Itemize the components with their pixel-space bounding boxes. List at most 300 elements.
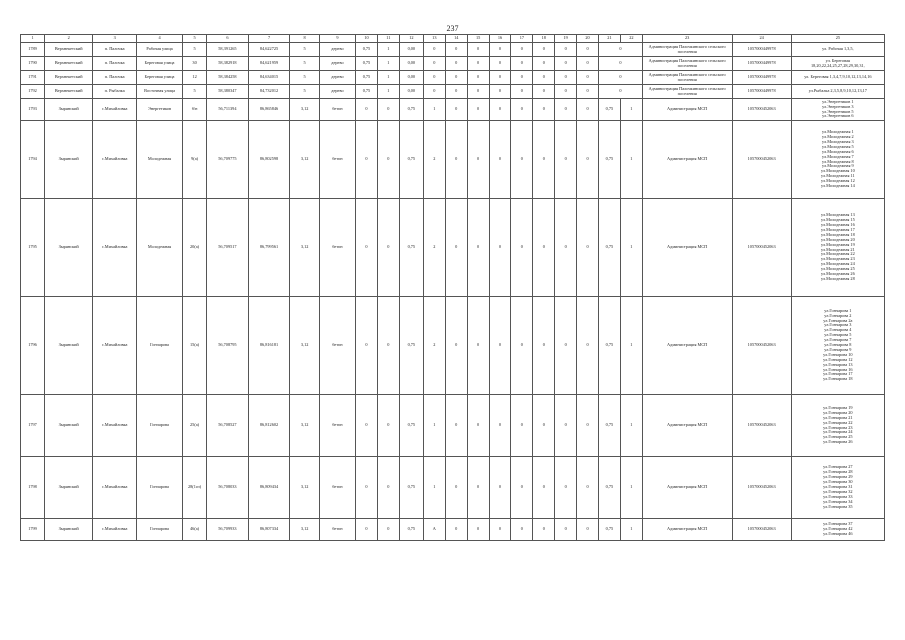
table-cell: Администрация МСП xyxy=(642,297,732,395)
table-cell: 0 xyxy=(599,85,643,99)
table-cell: Гончарова xyxy=(137,395,183,457)
table-cell: 0,75 xyxy=(399,199,423,297)
table-cell: 3,12 xyxy=(290,457,320,519)
table-cell: 0 xyxy=(377,99,399,121)
address-line: ул.Молодежная 9 xyxy=(822,163,854,169)
table-cell: 1790 xyxy=(21,57,45,71)
table-cell: 0,75 xyxy=(599,199,621,297)
table-cell: 0 xyxy=(489,519,511,541)
table-cell: 1792 xyxy=(21,85,45,99)
column-number: 13 xyxy=(423,35,445,43)
table-cell: 58,380347 xyxy=(207,85,249,99)
table-cell: 0 xyxy=(445,457,467,519)
table-cell: 1 xyxy=(377,43,399,57)
address-line: ул.Гончарова 37 xyxy=(823,521,853,527)
table-cell: 0 xyxy=(577,457,599,519)
address-line: ул.Молодежная 13 xyxy=(820,212,855,218)
address-cell xyxy=(791,519,884,541)
table-cell: 9(а) xyxy=(183,121,207,199)
address-line: ул.Молодежная 8 xyxy=(822,158,854,164)
address-cell xyxy=(791,121,884,199)
table-cell: 0 xyxy=(445,395,467,457)
table-cell: 0 xyxy=(533,85,555,99)
address-line: ул.Молодежная 3 xyxy=(822,138,854,144)
address-line: ул.Молодежная 18 xyxy=(820,231,855,237)
table-cell: 0,75 xyxy=(399,519,423,541)
table-cell: 0 xyxy=(511,57,533,71)
address-line: 18,20,22,24,25,27,28,29,30,31, xyxy=(810,62,865,68)
table-cell: 0 xyxy=(489,99,511,121)
table-cell: 1 xyxy=(377,85,399,99)
address-line: ул.Гончарова 19 xyxy=(823,404,853,410)
address-line: ул.Молодежная 11 xyxy=(821,173,855,179)
column-number: 14 xyxy=(445,35,467,43)
table-cell: 0 xyxy=(555,395,577,457)
table-cell: 0,00 xyxy=(399,43,423,57)
table-cell: 5 xyxy=(290,57,320,71)
table-cell: 84,732012 xyxy=(248,85,290,99)
table-cell: 0,00 xyxy=(399,71,423,85)
table-cell: 0 xyxy=(356,519,378,541)
address-line: ул.Молодежная 7 xyxy=(822,153,854,159)
table-cell: 0 xyxy=(489,71,511,85)
table-cell: Энергетиков xyxy=(137,99,183,121)
table-cell: 86,799561 xyxy=(248,199,290,297)
table-cell: 0 xyxy=(599,57,643,71)
table-cell: 1794 xyxy=(21,121,45,199)
table-cell: 0 xyxy=(577,85,599,99)
table-row xyxy=(21,99,885,121)
table-cell: 0 xyxy=(423,57,445,71)
address-line: ул.Гончарова 24 xyxy=(823,429,853,435)
column-number: 9 xyxy=(319,35,355,43)
table-row xyxy=(21,71,885,85)
address-line: ул.Гончарова 2а xyxy=(823,317,853,323)
column-number: 6 xyxy=(207,35,249,43)
table-cell: 58,382918 xyxy=(207,57,249,71)
table-cell: 1795 xyxy=(21,199,45,297)
address-line: ул.Энергетиков 5 xyxy=(822,108,854,114)
address-line: ул.Гончарова 21 xyxy=(823,414,853,420)
address-line: ул.Гончарова 10 xyxy=(823,351,853,357)
table-cell: бетон xyxy=(319,297,355,395)
column-number: 23 xyxy=(642,35,732,43)
table-cell: 0 xyxy=(377,457,399,519)
table-cell: 0 xyxy=(577,99,599,121)
column-number: 21 xyxy=(599,35,621,43)
table-cell: 0 xyxy=(555,199,577,297)
address-line: ул.Молодежная 28 xyxy=(820,275,855,281)
address-line: ул. Береговая 1,3,4,7,9,10,12,13,14,16 xyxy=(804,74,872,80)
table-cell: 0 xyxy=(377,199,399,297)
table-cell: 1 xyxy=(620,457,642,519)
table-cell: 0,75 xyxy=(356,85,378,99)
table-cell: Зырянский xyxy=(45,297,93,395)
table-cell: 3,12 xyxy=(290,395,320,457)
table-cell: Зырянский xyxy=(45,199,93,297)
table-cell: 0 xyxy=(467,297,489,395)
table-cell: 56,708795 xyxy=(207,297,249,395)
table-cell: 0 xyxy=(555,85,577,99)
table-cell: 0 xyxy=(445,99,467,121)
table-cell: 0,75 xyxy=(599,395,621,457)
table-cell: Администрация МСП xyxy=(642,99,732,121)
table-cell: 30 xyxy=(183,57,207,71)
table-cell: Верхнекетский xyxy=(45,71,93,85)
table-cell: 84,634015 xyxy=(248,71,290,85)
table-cell: 0 xyxy=(489,43,511,57)
table-cell: 15(а) xyxy=(183,297,207,395)
address-line: ул.Молодежная 14 xyxy=(820,183,855,189)
table-cell: 0 xyxy=(445,519,467,541)
table-cell: 0 xyxy=(577,519,599,541)
column-number: 24 xyxy=(732,35,791,43)
address-line: ул.Гончарова 5 xyxy=(824,332,852,338)
address-line: ул.Гончарова 17 xyxy=(823,371,853,377)
table-cell: 1057000452063 xyxy=(732,519,791,541)
table-cell: Зырянский xyxy=(45,99,93,121)
table-cell: 0 xyxy=(533,297,555,395)
table-cell: 0 xyxy=(467,457,489,519)
table-cell: 0 xyxy=(577,43,599,57)
table-cell: 0,75 xyxy=(399,395,423,457)
address-cell xyxy=(791,395,884,457)
table-cell: с.Михайловка xyxy=(93,395,137,457)
table-cell: 0 xyxy=(511,71,533,85)
address-cell xyxy=(791,297,884,395)
address-line: ул.Молодежная 1 xyxy=(822,129,854,135)
table-cell: 0 xyxy=(555,121,577,199)
address-line: ул.Молодежная 26 xyxy=(820,271,855,277)
table-cell: 0 xyxy=(533,43,555,57)
column-number: 12 xyxy=(399,35,423,43)
table-cell: 0 xyxy=(511,121,533,199)
table-cell: 0 xyxy=(533,121,555,199)
table-cell: 0 xyxy=(467,199,489,297)
table-row xyxy=(21,43,885,57)
table-cell: п. Палочка xyxy=(93,57,137,71)
table-cell: Администрация МСП xyxy=(642,395,732,457)
column-number: 17 xyxy=(511,35,533,43)
address-line: ул.Молодежная 16 xyxy=(820,221,855,227)
table-cell: 25(а) xyxy=(183,395,207,457)
table-row xyxy=(21,85,885,99)
table-cell: 1 xyxy=(620,199,642,297)
table-cell: 5 xyxy=(290,71,320,85)
table-cell: дерево xyxy=(319,57,355,71)
table-cell: 20(а) xyxy=(183,199,207,297)
table-cell: с.Михайловка xyxy=(93,199,137,297)
table-cell: 0 xyxy=(445,297,467,395)
table-cell: 1057000452063 xyxy=(732,199,791,297)
column-number: 20 xyxy=(577,35,599,43)
table-cell: 0,75 xyxy=(399,457,423,519)
address-line: ул.Гончарова 3 xyxy=(824,322,852,328)
table-cell: A xyxy=(423,519,445,541)
column-number: 22 xyxy=(620,35,642,43)
address-line: ул.Молодежная 6 xyxy=(822,148,854,154)
table-cell: Зырянский xyxy=(45,395,93,457)
table-cell: 0 xyxy=(533,99,555,121)
table-cell: 0 xyxy=(467,85,489,99)
table-cell: Зырянский xyxy=(45,121,93,199)
table-cell: 56,711394 xyxy=(207,99,249,121)
table-cell: Молодежная xyxy=(137,121,183,199)
table-cell: 0 xyxy=(377,395,399,457)
address-line: ул.Молодежная 10 xyxy=(820,168,855,174)
table-cell: 0 xyxy=(555,297,577,395)
registry-table xyxy=(20,34,885,541)
table-row xyxy=(21,519,885,541)
table-cell: 0 xyxy=(555,71,577,85)
table-cell: 56,709517 xyxy=(207,199,249,297)
table-cell: 1057000452063 xyxy=(732,395,791,457)
table-cell: 0,75 xyxy=(356,71,378,85)
table-cell: 1057000452063 xyxy=(732,457,791,519)
address-line: ул.Гончарова 27 xyxy=(823,464,853,470)
table-cell: бетон xyxy=(319,519,355,541)
table-cell: 0 xyxy=(423,43,445,57)
table-cell: 0 xyxy=(467,43,489,57)
table-cell: 0 xyxy=(511,199,533,297)
address-line: ул.Гончарова 34 xyxy=(823,498,853,504)
address-line: ул.Гончарова 1 xyxy=(824,307,852,313)
column-number: 15 xyxy=(467,35,489,43)
table-cell: Восточная улица xyxy=(137,85,183,99)
table-cell: бетон xyxy=(319,395,355,457)
address-line: ул.Молодежная 12 xyxy=(820,178,855,184)
address-line: ул.Гончарова 9 xyxy=(824,346,852,352)
table-cell: с.Михайловка xyxy=(93,99,137,121)
table-cell: 5 xyxy=(183,43,207,57)
column-number: 8 xyxy=(290,35,320,43)
table-cell: Береговая улица xyxy=(137,57,183,71)
table-row xyxy=(21,199,885,297)
address-line: ул.Гончарова 7 xyxy=(824,337,852,343)
table-cell: 5 xyxy=(290,43,320,57)
address-line: ул.Энергетиков 3 xyxy=(822,103,854,109)
table-cell: 0 xyxy=(533,457,555,519)
table-cell: 5 xyxy=(183,85,207,99)
table-cell: 0 xyxy=(555,43,577,57)
table-cell: 0,75 xyxy=(399,121,423,199)
table-cell: 0 xyxy=(511,519,533,541)
table-cell: 0,75 xyxy=(356,43,378,57)
address-line: ул.Гончарова 16 xyxy=(823,366,853,372)
table-cell: 0 xyxy=(577,57,599,71)
column-number: 2 xyxy=(45,35,93,43)
address-line: ул.Гончарова 12 xyxy=(823,356,853,362)
table-cell: 0 xyxy=(555,519,577,541)
table-cell: Гончарова xyxy=(137,519,183,541)
table-cell: 0 xyxy=(445,121,467,199)
table-cell: 1057000449978 xyxy=(732,71,791,85)
table-cell: 12 xyxy=(183,71,207,85)
table-cell: 1789 xyxy=(21,43,45,57)
table-cell: дерево xyxy=(319,43,355,57)
table-cell: 1799 xyxy=(21,519,45,541)
table-cell: 0 xyxy=(511,85,533,99)
address-line: ул.Гончарова 35 xyxy=(823,503,853,509)
table-cell: 1057000452063 xyxy=(732,121,791,199)
address-line: ул.Гончарова 13 xyxy=(823,361,853,367)
table-row xyxy=(21,457,885,519)
table-cell: 0 xyxy=(489,199,511,297)
table-cell: 0 xyxy=(445,71,467,85)
column-number: 19 xyxy=(555,35,577,43)
table-cell: 1 xyxy=(423,457,445,519)
address-line: ул.Молодежная 5 xyxy=(822,143,854,149)
table-cell: 0 xyxy=(599,43,643,57)
table-cell: 0,75 xyxy=(599,519,621,541)
table-cell: 0 xyxy=(533,519,555,541)
table-cell: 0 xyxy=(555,457,577,519)
table-cell: 0 xyxy=(467,519,489,541)
address-line: ул.Молодежная 19 xyxy=(820,241,855,247)
address-line: ул.Молодежная 2 xyxy=(822,133,854,139)
table-row xyxy=(21,297,885,395)
table-cell: 0 xyxy=(445,43,467,57)
table-cell: 1791 xyxy=(21,71,45,85)
address-line: ул.Гончарова 18 xyxy=(823,376,853,382)
table-cell: 0 xyxy=(445,199,467,297)
table-cell: Администрация МСП xyxy=(642,457,732,519)
address-line: ул.Гончарова 28 xyxy=(823,469,853,475)
table-cell: 86,812602 xyxy=(248,395,290,457)
table-cell: 56,709933 xyxy=(207,519,249,541)
table-cell: 56,708033 xyxy=(207,457,249,519)
table-cell: 5 xyxy=(290,85,320,99)
table-cell: 3,12 xyxy=(290,519,320,541)
table-cell: 1 xyxy=(620,297,642,395)
address-line: ул.Гончарова 25 xyxy=(823,434,853,440)
address-line: ул.Гончарова 46 xyxy=(823,530,853,536)
table-cell: 0,75 xyxy=(356,57,378,71)
table-cell: Администрация Палочкинского сельского поселения xyxy=(642,57,732,71)
table-cell: 0 xyxy=(467,57,489,71)
column-number: 11 xyxy=(377,35,399,43)
table-cell: 56,709775 xyxy=(207,121,249,199)
table-cell: 1057000449978 xyxy=(732,57,791,71)
address-cell xyxy=(791,99,884,121)
column-number: 7 xyxy=(248,35,290,43)
table-row xyxy=(21,395,885,457)
table-cell: 0 xyxy=(577,121,599,199)
column-number: 16 xyxy=(489,35,511,43)
table-cell: 0 xyxy=(489,57,511,71)
table-cell: Администрация Палочкинского сельского поселения xyxy=(642,43,732,57)
table-cell: 0 xyxy=(511,457,533,519)
table-cell: 1 xyxy=(423,99,445,121)
address-cell xyxy=(791,43,884,57)
column-number: 10 xyxy=(356,35,378,43)
table-cell: Администрация Палочкинского сельского поселения xyxy=(642,85,732,99)
table-cell: 0 xyxy=(445,85,467,99)
table-cell: 2 xyxy=(423,297,445,395)
table-cell: 1 xyxy=(620,519,642,541)
table-cell: 0 xyxy=(577,199,599,297)
table-cell: 3,12 xyxy=(290,297,320,395)
table-cell: 2 xyxy=(423,199,445,297)
table-cell: 1796 xyxy=(21,297,45,395)
address-line: ул.Гончарова 23 xyxy=(823,424,853,430)
table-cell: 58,384258 xyxy=(207,71,249,85)
table-cell: 3,12 xyxy=(290,99,320,121)
table-cell: 0 xyxy=(489,85,511,99)
table-cell: бетон xyxy=(319,99,355,121)
table-cell: 2 xyxy=(423,121,445,199)
table-cell: 1 xyxy=(423,395,445,457)
table-cell: 0 xyxy=(533,199,555,297)
table-cell: 1 xyxy=(377,57,399,71)
address-line: ул.Молодежная 24 xyxy=(820,261,855,267)
address-line: ул.Энергетиков 1 xyxy=(822,98,854,104)
column-number: 3 xyxy=(93,35,137,43)
table-cell: 1 xyxy=(620,99,642,121)
table-cell: 84,621959 xyxy=(248,57,290,71)
table-cell: 1057000452063 xyxy=(732,297,791,395)
table-cell: Верхнекетский xyxy=(45,85,93,99)
table-cell: 1 xyxy=(377,71,399,85)
address-line: ул.Энергетиков 6 xyxy=(822,113,854,119)
column-number: 5 xyxy=(183,35,207,43)
table-cell: 0 xyxy=(489,297,511,395)
table-cell: 0 xyxy=(533,71,555,85)
table-cell: 0 xyxy=(377,121,399,199)
address-line: ул.Гончарова 20 xyxy=(823,409,853,415)
table-cell: 86,809434 xyxy=(248,457,290,519)
table-cell: 86,816181 xyxy=(248,297,290,395)
table-cell: 0 xyxy=(356,199,378,297)
table-cell: 0 xyxy=(489,121,511,199)
address-cell xyxy=(791,457,884,519)
table-cell: 0,75 xyxy=(599,99,621,121)
table-cell: 0 xyxy=(511,297,533,395)
address-line: ул.Гончарова 22 xyxy=(823,419,853,425)
table-cell: бетон xyxy=(319,199,355,297)
address-line: ул.Гончарова 26 xyxy=(823,439,853,445)
table-cell: 0 xyxy=(356,395,378,457)
table-cell: 0 xyxy=(511,43,533,57)
table-cell: 0,75 xyxy=(399,297,423,395)
header-row xyxy=(21,35,885,43)
table-cell: 0 xyxy=(467,71,489,85)
table-cell: 0 xyxy=(555,57,577,71)
table-cell: бетон xyxy=(319,121,355,199)
table-cell: 28(1оз) xyxy=(183,457,207,519)
table-cell: 0 xyxy=(445,57,467,71)
table-cell: 46(а) xyxy=(183,519,207,541)
address-line: ул.Молодежная 22 xyxy=(820,251,855,257)
table-cell: 0,75 xyxy=(399,99,423,121)
table-cell: 0 xyxy=(511,395,533,457)
table-cell: 0,75 xyxy=(599,121,621,199)
column-number: 18 xyxy=(533,35,555,43)
table-cell: 84,622725 xyxy=(248,43,290,57)
table-cell: 0 xyxy=(577,71,599,85)
address-cell xyxy=(791,71,884,85)
table-cell: 86,807334 xyxy=(248,519,290,541)
table-cell: 0 xyxy=(555,99,577,121)
address-line: ул. Рабочая 1,3,5, xyxy=(822,46,854,52)
table-cell: 0 xyxy=(377,297,399,395)
table-cell: 0 xyxy=(577,395,599,457)
address-line: ул.Молодежная 17 xyxy=(820,226,855,232)
table-cell: 0 xyxy=(511,99,533,121)
table-cell: б/н xyxy=(183,99,207,121)
table-cell: 0,75 xyxy=(599,297,621,395)
address-line: ул.Гончарова 2 xyxy=(824,312,852,318)
